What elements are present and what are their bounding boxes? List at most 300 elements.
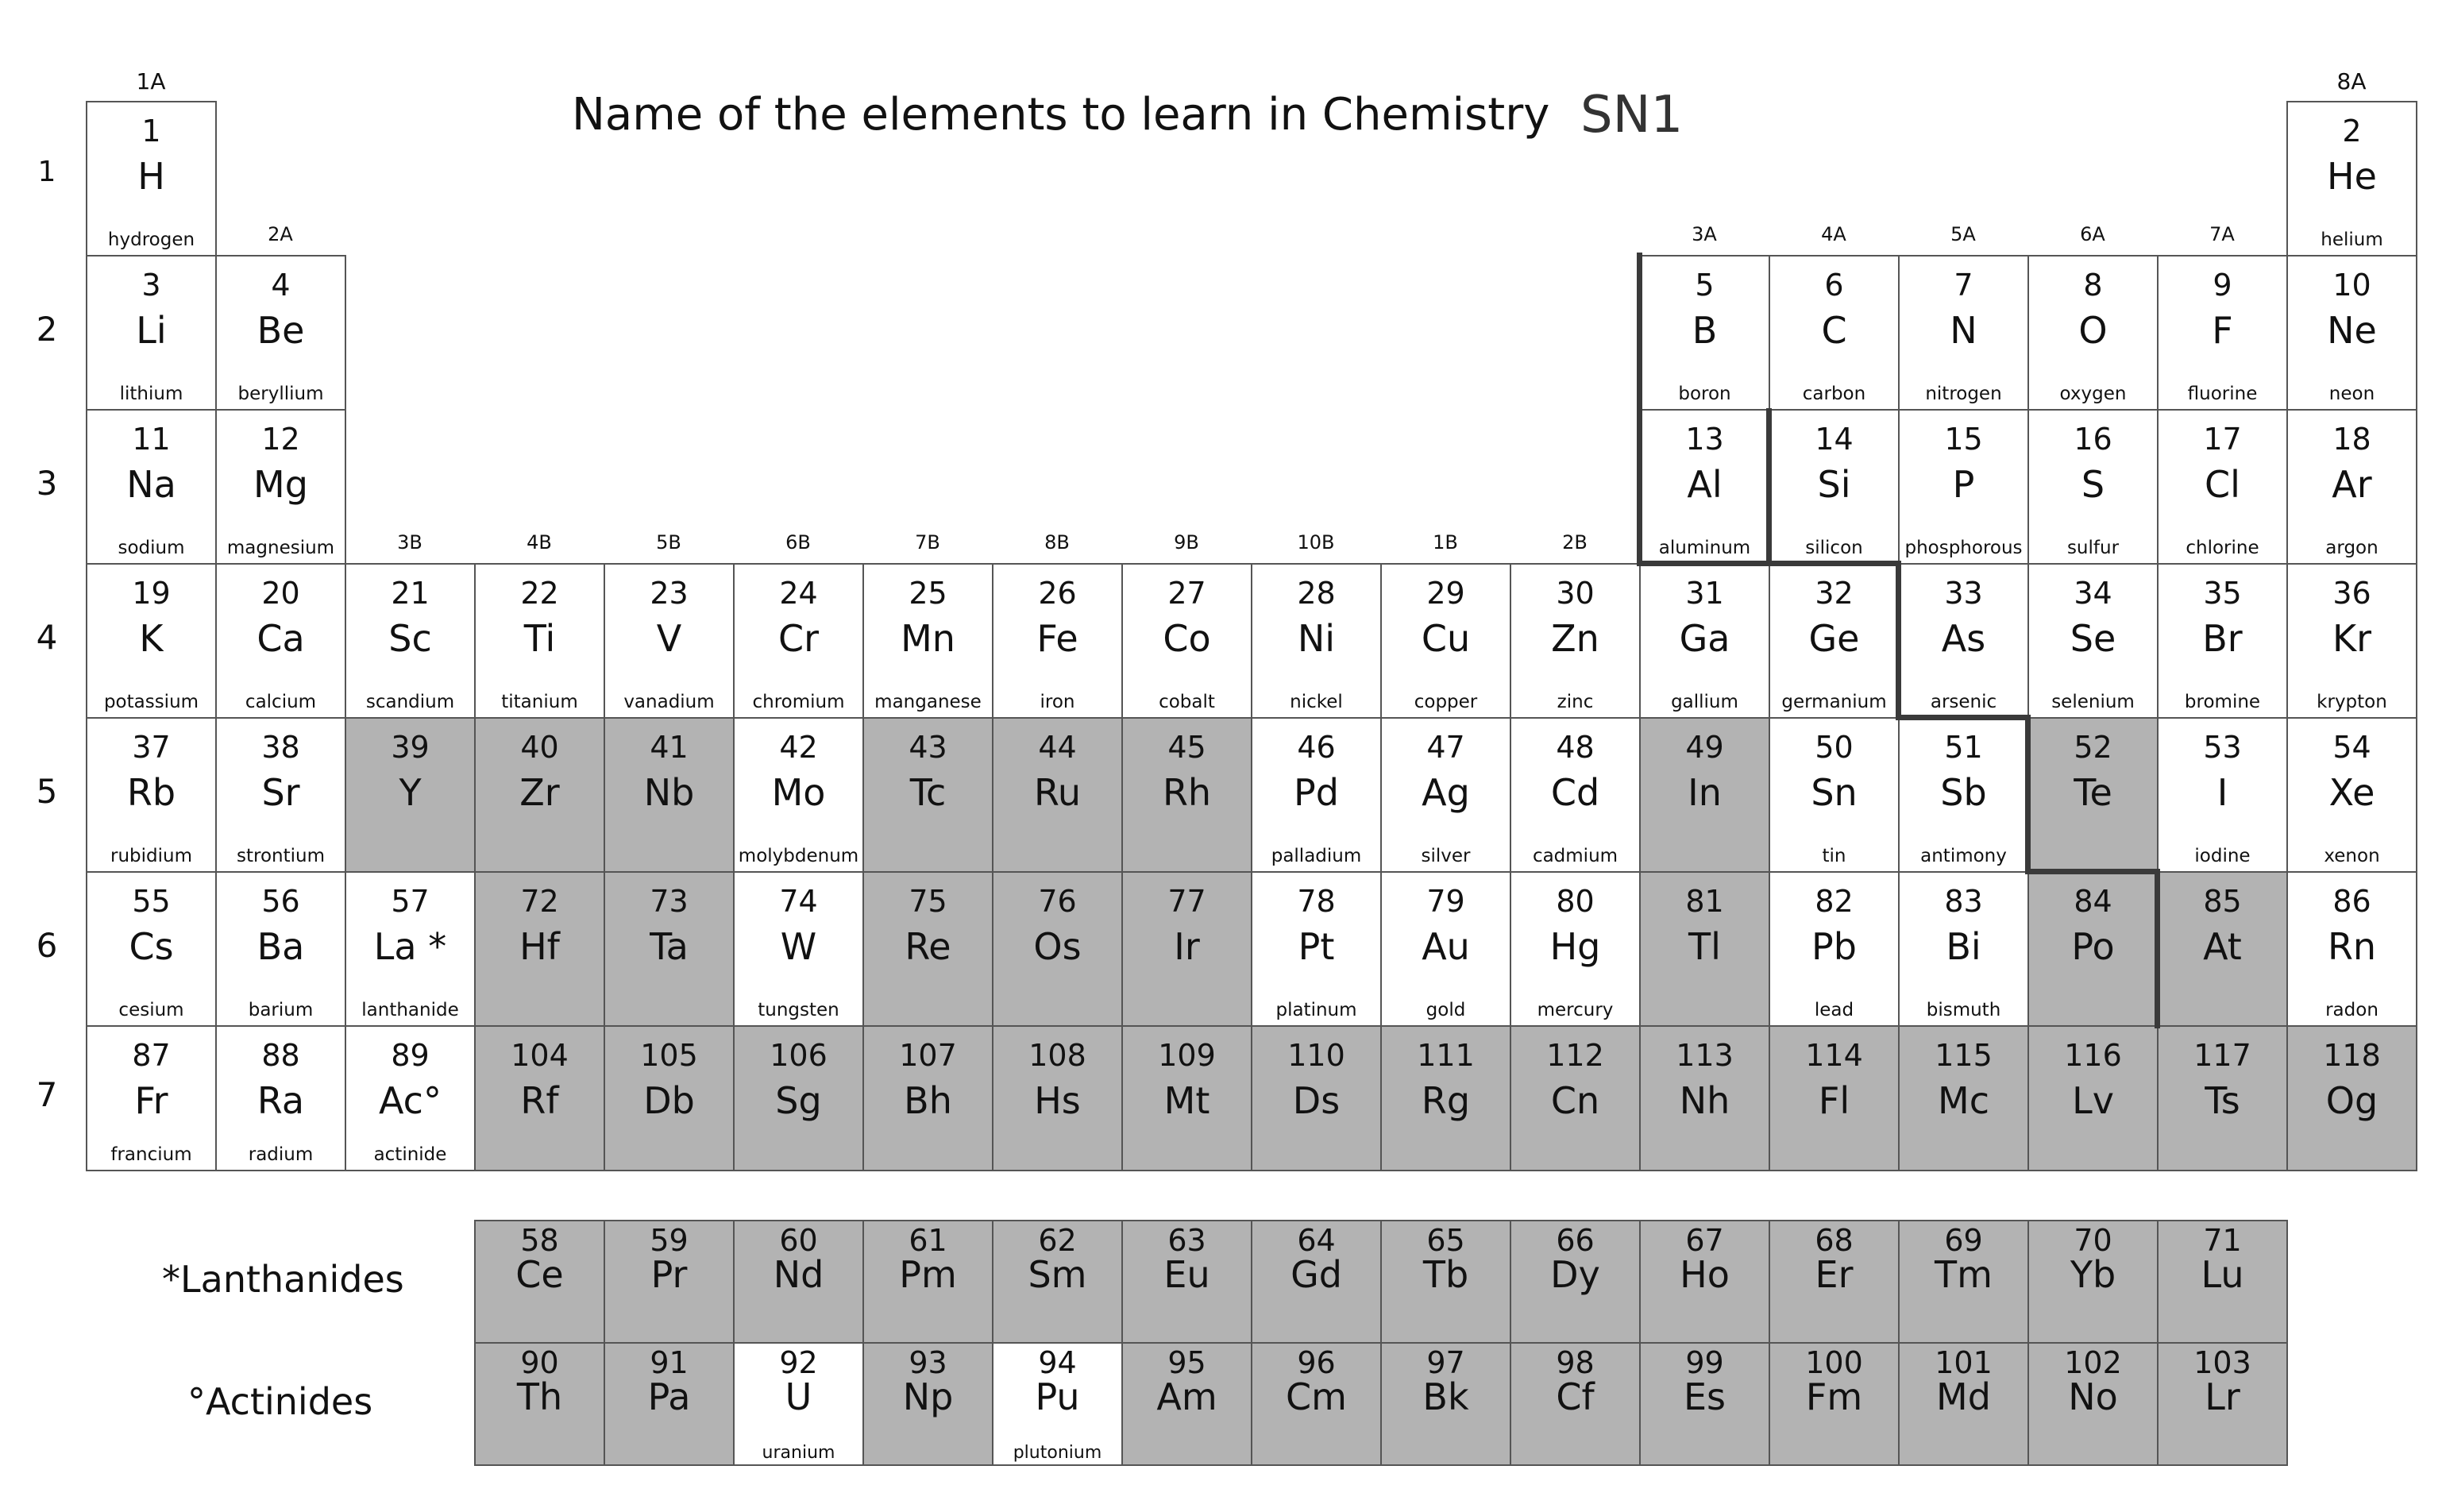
element-name: calcium (245, 692, 317, 712)
element-name: palladium (1271, 846, 1362, 866)
element-symbol: Bk (1422, 1375, 1469, 1418)
element-name: titanium (501, 692, 578, 712)
element-cell (992, 717, 1123, 873)
staircase-line (1896, 561, 1901, 720)
element-symbol: Pd (1294, 771, 1339, 814)
atomic-number: 72 (520, 884, 559, 919)
atomic-number: 115 (1935, 1038, 1993, 1073)
atomic-number: 79 (1426, 884, 1465, 919)
element-name: carbon (1802, 384, 1866, 404)
element-symbol: Os (1033, 925, 1082, 968)
element-name: strontium (237, 846, 325, 866)
element-symbol: Ho (1680, 1253, 1730, 1296)
element-symbol: Sm (1028, 1253, 1087, 1296)
element-name: cobalt (1159, 692, 1215, 712)
element-symbol: Cd (1550, 771, 1600, 814)
atomic-number: 54 (2332, 730, 2371, 765)
atomic-number: 104 (511, 1038, 569, 1073)
element-cell (215, 717, 346, 873)
element-symbol: Db (643, 1079, 695, 1122)
atomic-number: 56 (261, 884, 300, 919)
element-name: potassium (103, 692, 199, 712)
element-name: molybdenum (738, 846, 859, 866)
element-cell (733, 1025, 864, 1171)
group-label: 2B (1562, 531, 1588, 554)
element-symbol: Tl (1688, 925, 1721, 968)
element-name: sodium (118, 538, 185, 558)
element-name: boron (1678, 384, 1731, 404)
group-label: 7B (915, 531, 940, 554)
atomic-number: 73 (650, 884, 689, 919)
staircase-line (2155, 869, 2160, 1028)
element-symbol: Cm (1286, 1375, 1347, 1418)
element-symbol: Pu (1035, 1375, 1080, 1418)
element-cell (474, 563, 605, 719)
atomic-number: 113 (1676, 1038, 1734, 1073)
element-symbol: Gd (1291, 1253, 1342, 1296)
atomic-number: 69 (1944, 1223, 1983, 1258)
element-symbol: Cr (777, 617, 820, 660)
atomic-number: 84 (2074, 884, 2112, 919)
element-name: gold (1426, 1000, 1466, 1020)
element-symbol: Th (516, 1375, 563, 1418)
page-title: Name of the elements to learn in Chemistry (572, 89, 1550, 141)
element-symbol: Hg (1549, 925, 1601, 968)
atomic-number: 89 (391, 1038, 430, 1073)
group-label: 5A (1950, 223, 1976, 245)
atomic-number: 110 (1287, 1038, 1345, 1073)
group-label: 8B (1044, 531, 1070, 554)
element-cell (733, 871, 864, 1027)
element-name: argon (2325, 538, 2378, 558)
element-symbol: As (1941, 617, 1986, 660)
element-symbol: Cl (2205, 463, 2240, 506)
group-label: 2A (268, 223, 293, 245)
element-cell (604, 1025, 735, 1171)
atomic-number: 2 (2342, 114, 2362, 148)
element-symbol: O (2078, 309, 2108, 352)
element-name: radium (248, 1144, 314, 1165)
element-symbol: Fe (1036, 617, 1078, 660)
element-symbol: Nb (643, 771, 695, 814)
atomic-number: 75 (909, 884, 947, 919)
lanthanides-label: *Lanthanides (162, 1258, 404, 1301)
group-label: 4A (1821, 223, 1846, 245)
atomic-number: 31 (1685, 576, 1724, 611)
atomic-number: 61 (909, 1223, 947, 1258)
element-cell (733, 1342, 864, 1466)
element-symbol: Hf (519, 925, 560, 968)
element-cell (1639, 1220, 1770, 1344)
group-label: 7A (2209, 223, 2235, 245)
element-symbol: Fl (1818, 1079, 1850, 1122)
element-cell (215, 563, 346, 719)
element-symbol: Rf (520, 1079, 559, 1122)
element-symbol: Mn (901, 617, 955, 660)
atomic-number: 94 (1038, 1345, 1077, 1380)
atomic-number: 100 (1805, 1345, 1863, 1380)
element-name: actinide (373, 1144, 447, 1165)
atomic-number: 6 (1824, 268, 1844, 303)
element-name: radon (2325, 1000, 2378, 1020)
atomic-number: 109 (1158, 1038, 1216, 1073)
period-label: 3 (36, 464, 58, 503)
element-symbol: Si (1817, 463, 1851, 506)
element-symbol: S (2081, 463, 2105, 506)
element-name: oxygen (2059, 384, 2127, 404)
element-cell (474, 871, 605, 1027)
element-symbol: Re (905, 925, 951, 968)
element-symbol: U (785, 1375, 812, 1418)
element-symbol: Ru (1033, 771, 1082, 814)
atomic-number: 95 (1167, 1345, 1206, 1380)
element-symbol: W (780, 925, 817, 968)
staircase-line (2025, 869, 2160, 874)
element-cell (1251, 717, 1382, 873)
element-cell (862, 871, 993, 1027)
element-cell (1510, 871, 1641, 1027)
atomic-number: 26 (1038, 576, 1077, 611)
atomic-number: 86 (2332, 884, 2371, 919)
element-cell (1898, 1220, 2029, 1344)
staircase-line (1896, 715, 2031, 720)
atomic-number: 117 (2193, 1038, 2251, 1073)
atomic-number: 35 (2203, 576, 2242, 611)
element-cell (215, 255, 346, 411)
element-cell (2286, 563, 2417, 719)
element-symbol: Ts (2205, 1079, 2240, 1122)
element-symbol: Be (257, 309, 305, 352)
atomic-number: 67 (1685, 1223, 1724, 1258)
atomic-number: 106 (770, 1038, 828, 1073)
element-cell (215, 409, 346, 565)
element-cell (1121, 717, 1252, 873)
element-symbol: Ds (1292, 1079, 1341, 1122)
element-name: mercury (1537, 1000, 1614, 1020)
element-name: manganese (874, 692, 982, 712)
element-cell (1898, 1025, 2029, 1171)
atomic-number: 65 (1426, 1223, 1465, 1258)
element-symbol: Fr (134, 1079, 168, 1122)
element-symbol: La * (373, 925, 447, 968)
element-cell (2157, 1342, 2288, 1466)
element-symbol: Ti (523, 617, 556, 660)
element-cell (1121, 1342, 1252, 1466)
element-name: arsenic (1930, 692, 1997, 712)
element-cell (345, 717, 476, 873)
element-cell (2027, 1342, 2159, 1466)
element-cell (1769, 409, 1900, 565)
element-name: lanthanide (361, 1000, 459, 1020)
element-cell (1251, 1342, 1382, 1466)
element-symbol: Bi (1946, 925, 1981, 968)
atomic-number: 12 (261, 422, 300, 457)
element-cell (1251, 563, 1382, 719)
element-cell (1510, 563, 1641, 719)
group-label: 3B (397, 531, 422, 554)
element-name: lead (1814, 1000, 1854, 1020)
atomic-number: 21 (391, 576, 430, 611)
atomic-number: 45 (1167, 730, 1206, 765)
element-symbol: Ir (1174, 925, 1200, 968)
atomic-number: 112 (1546, 1038, 1604, 1073)
atomic-number: 20 (261, 576, 300, 611)
staircase-line (1766, 561, 1901, 566)
element-name: neon (2328, 384, 2375, 404)
element-cell (2157, 409, 2288, 565)
element-name: gallium (1671, 692, 1738, 712)
period-label: 4 (36, 618, 58, 657)
element-cell (1639, 871, 1770, 1027)
atomic-number: 32 (1815, 576, 1854, 611)
element-name: platinum (1275, 1000, 1357, 1020)
element-cell (992, 1342, 1123, 1466)
element-cell (2027, 1025, 2159, 1171)
group-label: 4B (527, 531, 552, 554)
element-cell (733, 563, 864, 719)
atomic-number: 24 (779, 576, 818, 611)
element-cell (1510, 1220, 1641, 1344)
element-name: iron (1040, 692, 1075, 712)
group-label: 9B (1174, 531, 1199, 554)
element-cell (1121, 1025, 1252, 1171)
group-label: 1B (1433, 531, 1458, 554)
atomic-number: 60 (779, 1223, 818, 1258)
element-name: tin (1822, 846, 1846, 866)
element-name: zinc (1557, 692, 1594, 712)
element-cell (86, 871, 217, 1027)
atomic-number: 85 (2203, 884, 2242, 919)
element-name: silicon (1805, 538, 1863, 558)
atomic-number: 23 (650, 576, 689, 611)
element-symbol: Ag (1422, 771, 1470, 814)
element-cell (1510, 717, 1641, 873)
atomic-number: 8 (2083, 268, 2103, 303)
atomic-number: 13 (1685, 422, 1724, 457)
element-cell (86, 101, 217, 256)
element-cell (474, 717, 605, 873)
element-symbol: Og (2325, 1079, 2378, 1122)
element-cell (1769, 1342, 1900, 1466)
atomic-number: 99 (1685, 1345, 1724, 1380)
atomic-number: 78 (1297, 884, 1336, 919)
element-symbol: Rg (1421, 1079, 1471, 1122)
element-cell (604, 1342, 735, 1466)
element-symbol: Sr (261, 771, 300, 814)
element-symbol: Br (2202, 617, 2243, 660)
element-cell (1769, 1220, 1900, 1344)
element-symbol: Ra (257, 1079, 305, 1122)
element-cell (1898, 871, 2029, 1027)
element-cell (2286, 409, 2417, 565)
element-cell (2286, 717, 2417, 873)
atomic-number: 55 (132, 884, 171, 919)
element-symbol: Cf (1556, 1375, 1595, 1418)
element-name: barium (248, 1000, 314, 1020)
atomic-number: 10 (2332, 268, 2371, 303)
element-symbol: Er (1815, 1253, 1854, 1296)
element-name: chromium (752, 692, 845, 712)
element-symbol: Se (2070, 617, 2116, 660)
element-symbol: Mg (253, 463, 308, 506)
element-cell (862, 563, 993, 719)
element-name: xenon (2324, 846, 2380, 866)
element-symbol: Mt (1163, 1079, 1210, 1122)
atomic-number: 90 (520, 1345, 559, 1380)
element-cell (1639, 1025, 1770, 1171)
element-symbol: Zr (519, 771, 560, 814)
element-cell (215, 1025, 346, 1171)
element-cell (1639, 255, 1770, 411)
element-cell (1251, 871, 1382, 1027)
element-cell (1510, 1342, 1641, 1466)
atomic-number: 81 (1685, 884, 1724, 919)
element-symbol: Mc (1938, 1079, 1989, 1122)
atomic-number: 71 (2203, 1223, 2242, 1258)
element-cell (1898, 717, 2029, 873)
element-symbol: Ge (1808, 617, 1860, 660)
element-cell (992, 1220, 1123, 1344)
atomic-number: 43 (909, 730, 947, 765)
element-cell (345, 1025, 476, 1171)
atomic-number: 48 (1556, 730, 1595, 765)
atomic-number: 28 (1297, 576, 1336, 611)
element-cell (1380, 563, 1511, 719)
atomic-number: 41 (650, 730, 689, 765)
element-name: chlorine (2186, 538, 2259, 558)
atomic-number: 58 (520, 1223, 559, 1258)
group-label: 6B (785, 531, 811, 554)
element-cell (1898, 255, 2029, 411)
element-cell (733, 717, 864, 873)
element-symbol: Tm (1935, 1253, 1993, 1296)
atomic-number: 5 (1695, 268, 1715, 303)
element-cell (733, 1220, 864, 1344)
staircase-line (1766, 408, 1772, 566)
atomic-number: 4 (271, 268, 291, 303)
element-symbol: Ba (257, 925, 305, 968)
element-symbol: Nd (773, 1253, 824, 1296)
element-symbol: Ni (1297, 617, 1336, 660)
period-label: 7 (36, 1075, 58, 1114)
element-symbol: Po (2071, 925, 2115, 968)
sheet-code: SN1 (1580, 86, 1684, 145)
element-name: nickel (1290, 692, 1343, 712)
atomic-number: 82 (1815, 884, 1854, 919)
element-name: germanium (1781, 692, 1887, 712)
atomic-number: 92 (779, 1345, 818, 1380)
element-cell (1251, 1025, 1382, 1171)
element-cell (2157, 717, 2288, 873)
element-cell (474, 1025, 605, 1171)
element-cell (2157, 255, 2288, 411)
element-name: cesium (118, 1000, 184, 1020)
atomic-number: 50 (1815, 730, 1854, 765)
group-label: 10B (1297, 531, 1335, 554)
element-symbol: Np (902, 1375, 954, 1418)
element-cell (2157, 563, 2288, 719)
atomic-number: 14 (1815, 422, 1854, 457)
element-symbol: In (1688, 771, 1722, 814)
atomic-number: 15 (1944, 422, 1983, 457)
element-cell (992, 871, 1123, 1027)
atomic-number: 98 (1556, 1345, 1595, 1380)
element-cell (345, 563, 476, 719)
element-name: silver (1421, 846, 1471, 866)
element-cell (2027, 1220, 2159, 1344)
atomic-number: 42 (779, 730, 818, 765)
atomic-number: 66 (1556, 1223, 1595, 1258)
atomic-number: 34 (2074, 576, 2112, 611)
atomic-number: 44 (1038, 730, 1077, 765)
element-name: bismuth (1926, 1000, 2001, 1020)
element-cell (474, 1342, 605, 1466)
atomic-number: 17 (2203, 422, 2242, 457)
element-cell (2286, 101, 2417, 256)
element-cell (1121, 871, 1252, 1027)
atomic-number: 40 (520, 730, 559, 765)
element-symbol: Te (2074, 771, 2112, 814)
group-label: 8A (2336, 68, 2367, 94)
atomic-number: 118 (2323, 1038, 2381, 1073)
element-name: beryllium (237, 384, 324, 404)
element-cell (86, 563, 217, 719)
element-cell (2157, 1220, 2288, 1344)
period-label: 1 (37, 156, 56, 188)
atomic-number: 47 (1426, 730, 1465, 765)
element-cell (604, 563, 735, 719)
element-cell (992, 563, 1123, 719)
element-cell (215, 871, 346, 1027)
element-symbol: Co (1163, 617, 1211, 660)
element-symbol: Sc (388, 617, 432, 660)
element-symbol: Ar (2332, 463, 2372, 506)
element-symbol: Cs (129, 925, 174, 968)
element-cell (1380, 1220, 1511, 1344)
element-cell (862, 1220, 993, 1344)
element-symbol: Yb (2070, 1253, 2116, 1296)
atomic-number: 3 (141, 268, 161, 303)
atomic-number: 116 (2064, 1038, 2122, 1073)
atomic-number: 70 (2074, 1223, 2112, 1258)
element-cell (2286, 1025, 2417, 1171)
period-label: 2 (36, 310, 58, 349)
element-name: hydrogen (107, 230, 195, 250)
atomic-number: 87 (132, 1038, 171, 1073)
atomic-number: 93 (909, 1345, 947, 1380)
element-symbol: Sg (775, 1079, 822, 1122)
atomic-number: 33 (1944, 576, 1983, 611)
atomic-number: 74 (779, 884, 818, 919)
element-symbol: Zn (1551, 617, 1599, 660)
element-symbol: He (2327, 155, 2377, 198)
element-cell (2027, 563, 2159, 719)
staircase-line (1637, 561, 1772, 566)
element-symbol: Am (1156, 1375, 1217, 1418)
atomic-number: 49 (1685, 730, 1724, 765)
element-symbol: Sb (1940, 771, 1987, 814)
atomic-number: 64 (1297, 1223, 1336, 1258)
element-symbol: Li (136, 309, 167, 352)
element-symbol: Lu (2201, 1253, 2244, 1296)
atomic-number: 25 (909, 576, 947, 611)
element-cell (86, 717, 217, 873)
element-cell (862, 1342, 993, 1466)
element-symbol: Es (1683, 1375, 1726, 1418)
element-cell (1639, 717, 1770, 873)
element-cell (1121, 563, 1252, 719)
element-symbol: I (2216, 771, 2228, 814)
